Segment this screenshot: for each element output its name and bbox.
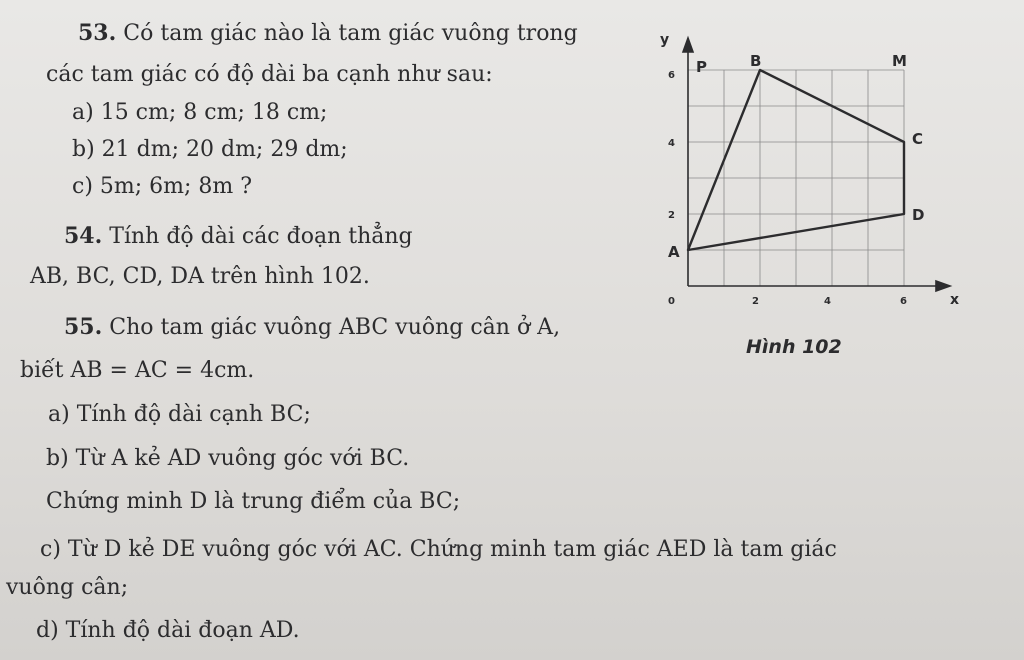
problem-55-line-2: biết AB = AC = 4cm.	[20, 358, 255, 383]
x-axis-label: x	[950, 292, 960, 308]
point-label-c: C	[912, 130, 924, 148]
point-label-b: B	[750, 52, 762, 70]
problem-53-option-c: c) 5m; 6m; 8m ?	[72, 174, 253, 199]
problem-53-option-b: b) 21 dm; 20 dm; 29 dm;	[72, 137, 348, 162]
point-label-p: P	[696, 58, 707, 76]
problem-54-text: Tính độ dài các đoạn thẳng	[109, 224, 413, 249]
origin-label: 0	[668, 296, 675, 307]
point-label-d: D	[912, 206, 925, 224]
problem-55-option-c: c) Từ D kẻ DE vuông góc với AC. Chứng minh tam giác AED là tam giác	[40, 537, 837, 562]
problem-54-line-1	[64, 225, 413, 248]
problem-55-option-b-cont: Chứng minh D là trung điểm của BC;	[46, 489, 461, 514]
x-axis-arrow	[936, 281, 950, 291]
problem-55-option-d: d) Tính độ dài đoạn AD.	[36, 618, 300, 643]
x-tick-6: 6	[900, 296, 907, 307]
problem-53-text: Có tam giác nào là tam giác vuông trong	[123, 21, 578, 46]
problem-54-number: 54.	[64, 223, 103, 249]
problem-53-number: 53.	[78, 20, 117, 46]
y-tick-4: 4	[668, 138, 675, 149]
figure-102-graph	[640, 28, 970, 318]
figure-caption: Hình 102	[746, 336, 842, 358]
y-axis-arrow	[683, 38, 693, 52]
problem-53-line-1	[78, 22, 578, 45]
point-label-a: A	[668, 243, 680, 261]
y-tick-2: 2	[668, 210, 675, 221]
problem-55-option-b: b) Từ A kẻ AD vuông góc với BC.	[46, 446, 410, 471]
y-axis-label: y	[660, 32, 670, 48]
problem-54-line-2: AB, BC, CD, DA trên hình 102.	[30, 264, 370, 289]
problem-55-line-1	[64, 316, 560, 339]
x-tick-4: 4	[824, 296, 831, 307]
problem-55-number: 55.	[64, 314, 103, 340]
problem-55-text: Cho tam giác vuông ABC vuông cân ở A,	[109, 315, 561, 340]
point-label-m: M	[892, 52, 907, 70]
problem-55-option-a: a) Tính độ dài cạnh BC;	[48, 402, 311, 427]
x-tick-2: 2	[752, 296, 759, 307]
y-tick-6: 6	[668, 70, 675, 81]
problem-55-option-c-cont: vuông cân;	[6, 575, 129, 600]
problem-53-option-a: a) 15 cm; 8 cm; 18 cm;	[72, 100, 328, 125]
problem-53-line-2: các tam giác có độ dài ba cạnh như sau:	[46, 62, 493, 87]
grid	[688, 70, 904, 286]
